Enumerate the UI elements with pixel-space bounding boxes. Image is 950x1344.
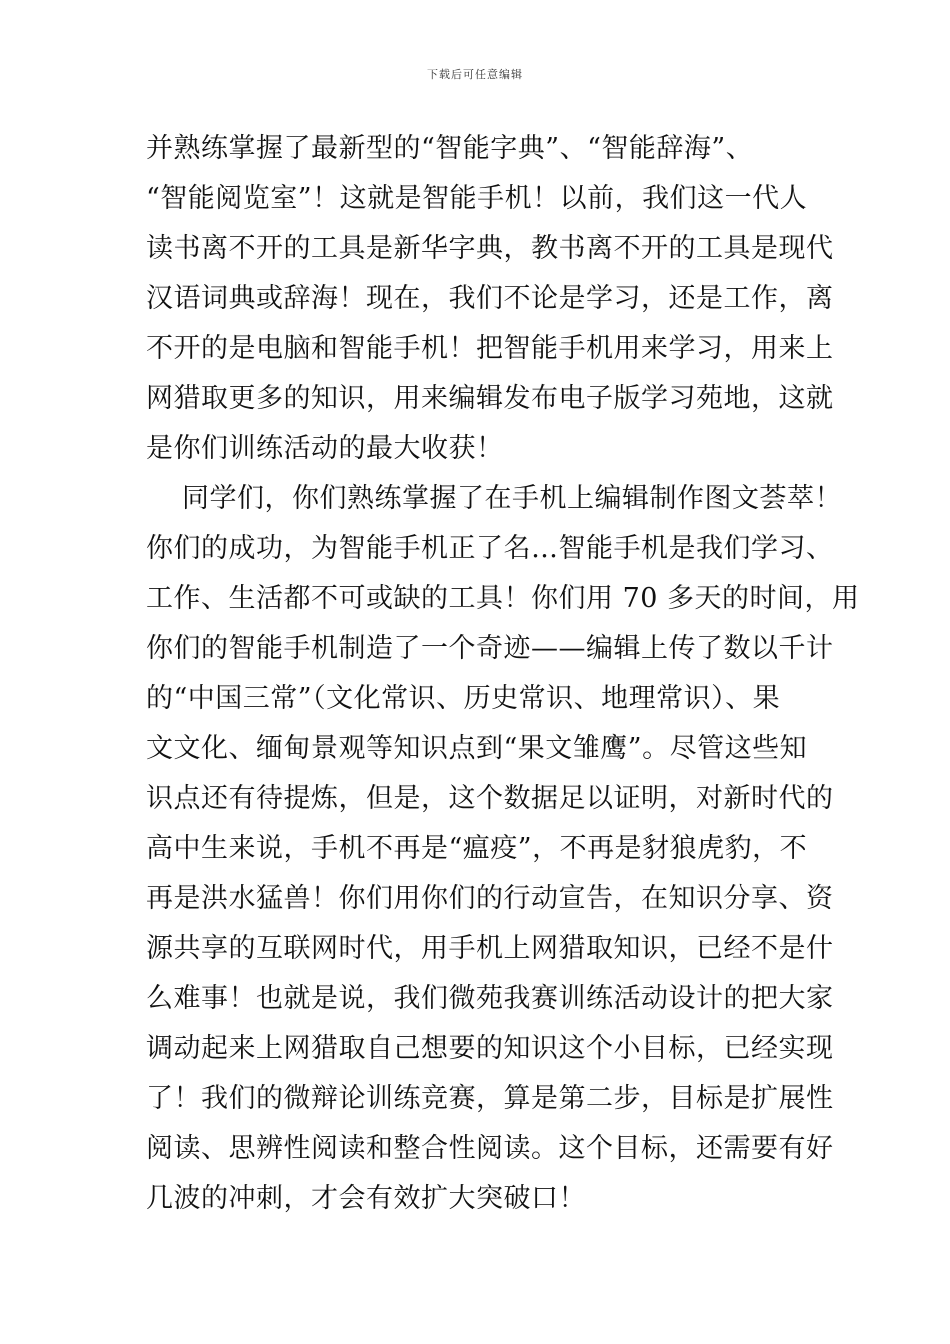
text-line: 识点还有待提炼，但是，这个数据足以证明，对新时代的: [146, 783, 834, 814]
text-line: 是你们训练活动的最大收获！: [146, 433, 504, 464]
page-header-note: 下载后可任意编辑: [427, 68, 523, 81]
text-line: 再是洪水猛兽！你们用你们的行动宣告，在知识分享、资: [146, 883, 834, 914]
text-line: 工作、生活都不可或缺的工具！你们用 70 多天的时间，用: [146, 583, 860, 614]
text-line: “智能阅览室”！这就是智能手机！以前，我们这一代人: [146, 183, 808, 214]
text-line: 的“中国三常”（文化常识、历史常识、地理常识）、果: [146, 683, 781, 714]
text-line: 源共享的互联网时代，用手机上网猎取知识，已经不是什: [146, 933, 834, 964]
text-line: 高中生来说，手机不再是“瘟疫”，不再是豺狼虎豹，不: [146, 833, 808, 864]
text-line: 你们的智能手机制造了一个奇迹——编辑上传了数以千计: [146, 633, 834, 664]
paragraph-first-line: 同学们，你们熟练掌握了在手机上编辑制作图文荟萃！: [182, 483, 842, 514]
text-line: 不开的是电脑和智能手机！把智能手机用来学习，用来上: [146, 333, 834, 364]
document-body: [146, 124, 860, 1224]
text-line: 读书离不开的工具是新华字典，教书离不开的工具是现代: [146, 233, 834, 264]
text-line: 调动起来上网猎取自己想要的知识这个小目标，已经实现: [146, 1033, 834, 1064]
text-line: 并熟练掌握了最新型的“智能字典”、“智能辞海”、: [146, 133, 754, 164]
text-line: 么难事！也就是说，我们微苑我赛训练活动设计的把大家: [146, 983, 834, 1014]
text-line: 几波的冲刺，才会有效扩大突破口！: [146, 1183, 586, 1214]
text-line: 你们的成功，为智能手机正了名…智能手机是我们学习、: [146, 533, 834, 564]
text-line: 阅读、思辨性阅读和整合性阅读。这个目标，还需要有好: [146, 1133, 834, 1164]
text-line: 了！我们的微辩论训练竞赛，算是第二步，目标是扩展性: [146, 1083, 834, 1114]
text-line: 网猎取更多的知识，用来编辑发布电子版学习苑地，这就: [146, 383, 834, 414]
text-line: 文文化、缅甸景观等知识点到“果文雏鹰”。尽管这些知: [146, 733, 808, 764]
text-line: 汉语词典或辞海！现在，我们不论是学习，还是工作，离: [146, 283, 834, 314]
